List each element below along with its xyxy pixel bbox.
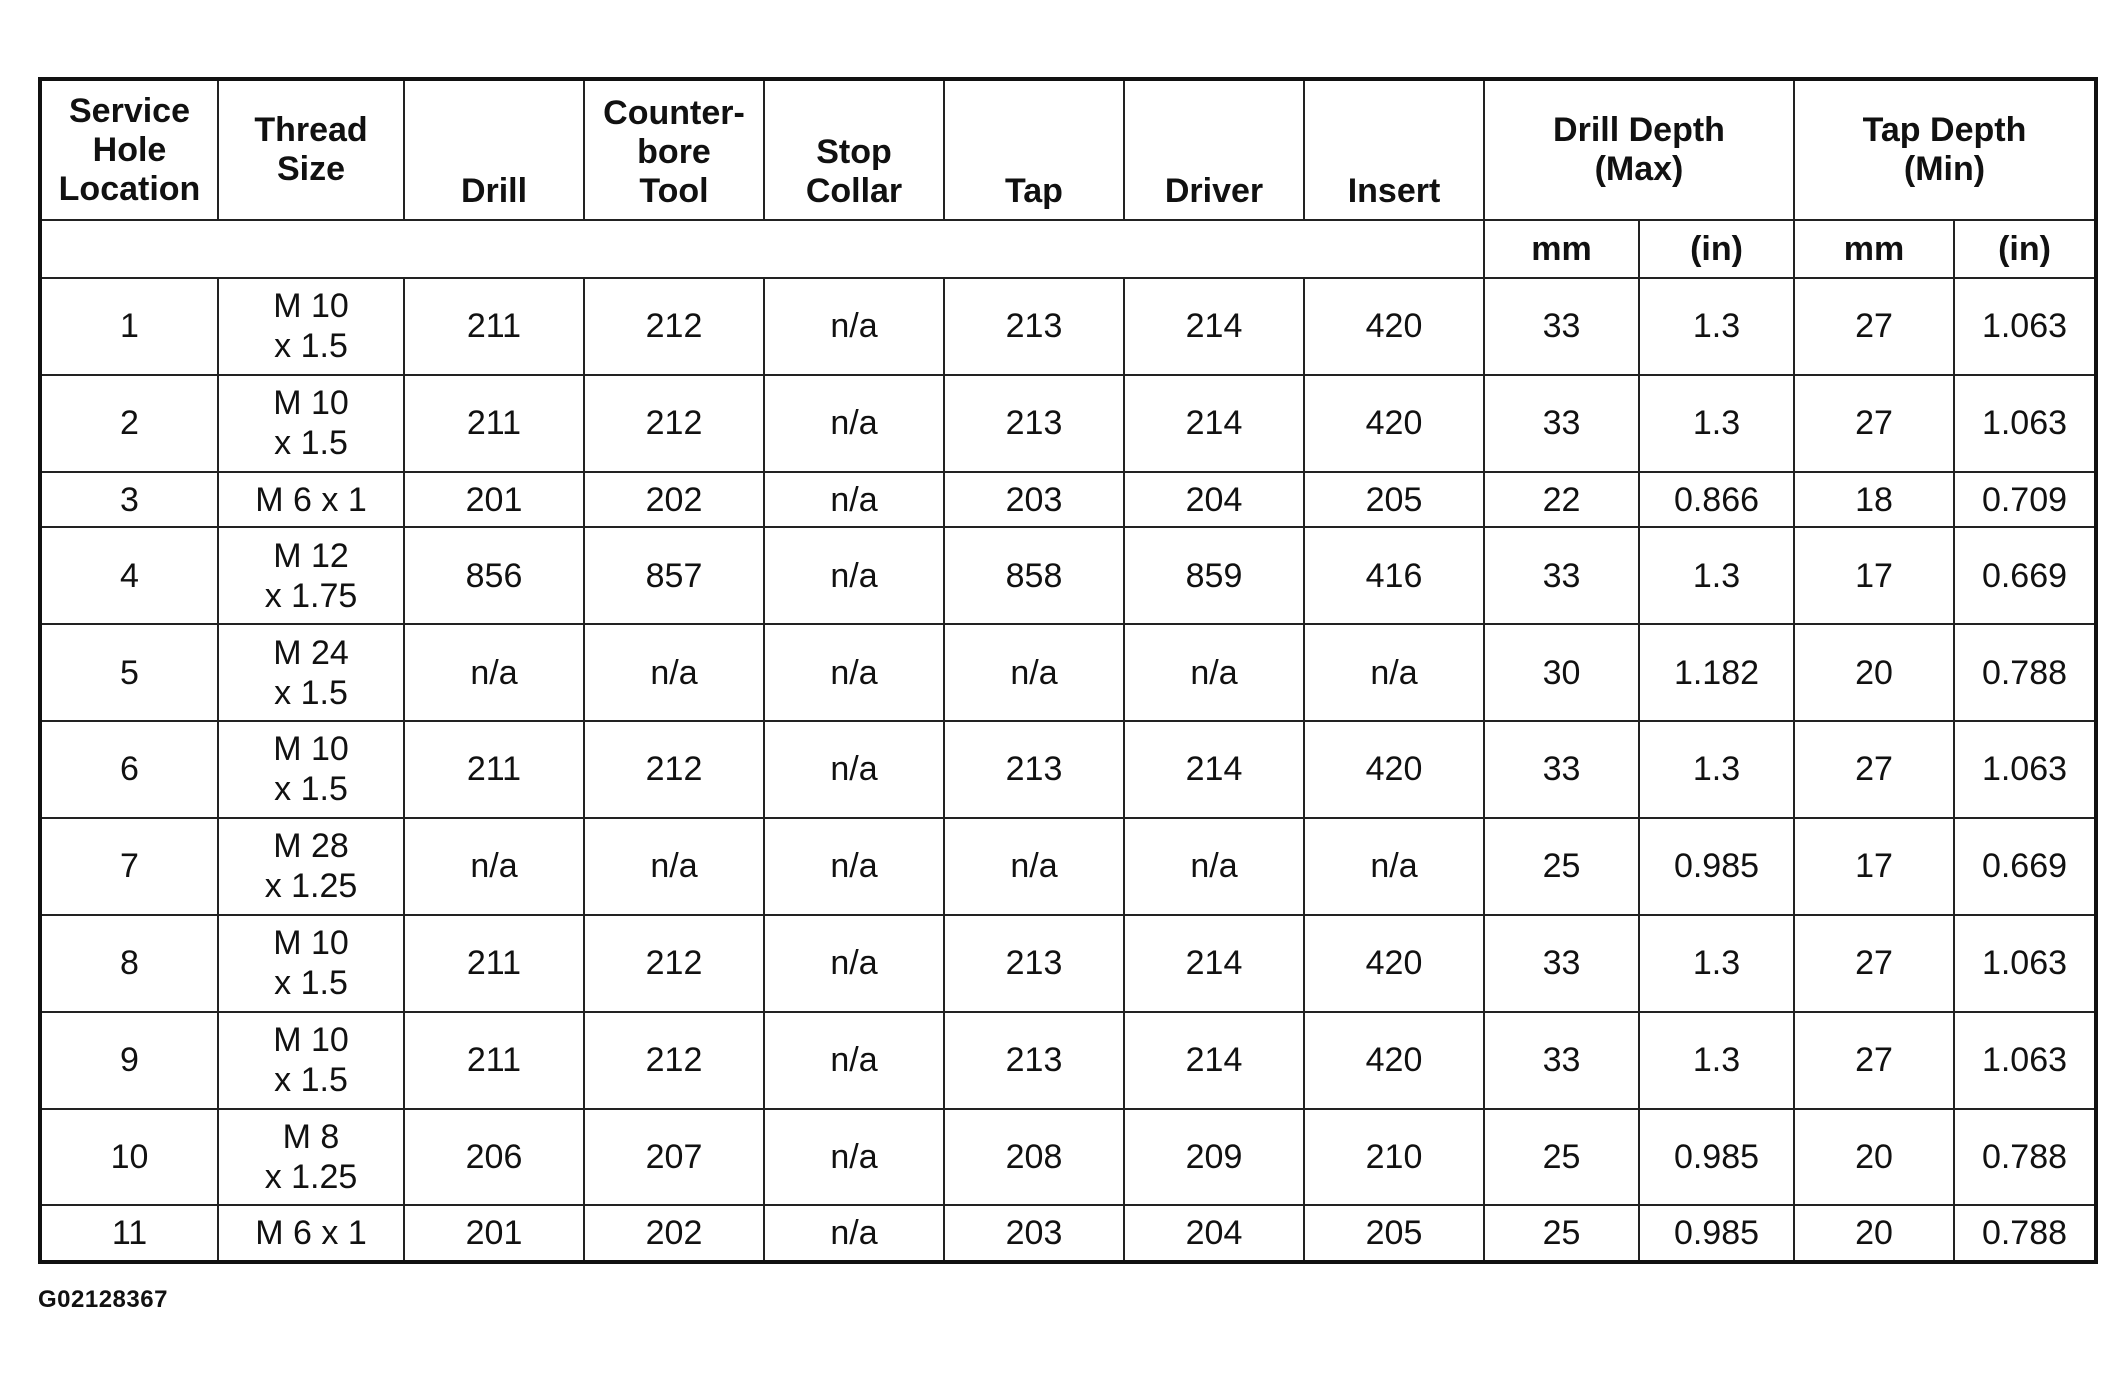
cell-tap-depth-mm: 27 [1794,278,1954,375]
table-row [40,624,2096,721]
cell-stop-collar: n/a [764,527,944,624]
cell-thread-size: M 8 x 1.25 [218,1109,404,1206]
cell-tap: n/a [944,624,1124,721]
header-thread-size: Thread Size [218,79,404,220]
cell-drill-depth-in: 1.182 [1639,624,1794,721]
header-row [40,79,2096,220]
cell-tap-depth-mm: 20 [1794,1109,1954,1206]
cell-drill: 211 [404,915,584,1012]
cell-location: 5 [40,624,218,721]
cell-drill: 211 [404,278,584,375]
table-row [40,818,2096,915]
cell-insert: n/a [1304,818,1484,915]
cell-stop-collar: n/a [764,721,944,818]
cell-tap-depth-in: 1.063 [1954,278,2096,375]
header-stop-collar: Stop Collar [764,79,944,220]
cell-stop-collar: n/a [764,915,944,1012]
table-row [40,1012,2096,1109]
cell-drill-depth-mm: 25 [1484,818,1639,915]
cell-insert: 420 [1304,375,1484,472]
cell-tap-depth-mm: 20 [1794,624,1954,721]
cell-driver: 214 [1124,375,1304,472]
cell-tap-depth-in: 1.063 [1954,375,2096,472]
cell-thread-size: M 24 x 1.5 [218,624,404,721]
cell-tap: 213 [944,278,1124,375]
unit-drill-in: (in) [1639,220,1794,278]
cell-drill-depth-in: 1.3 [1639,375,1794,472]
cell-drill-depth-in: 1.3 [1639,915,1794,1012]
cell-location: 10 [40,1109,218,1206]
cell-location: 1 [40,278,218,375]
cell-drill-depth-mm: 30 [1484,624,1639,721]
cell-drill-depth-in: 0.985 [1639,1205,1794,1262]
cell-counterbore: 212 [584,915,764,1012]
cell-drill: 211 [404,1012,584,1109]
table-row [40,527,2096,624]
cell-thread-size: M 10 x 1.5 [218,375,404,472]
cell-tap-depth-in: 1.063 [1954,915,2096,1012]
cell-drill: 201 [404,472,584,528]
cell-drill: 206 [404,1109,584,1206]
table-row [40,278,2096,375]
cell-drill-depth-mm: 22 [1484,472,1639,528]
cell-driver: 214 [1124,278,1304,375]
table-row [40,1205,2096,1262]
cell-tap: 213 [944,375,1124,472]
table-row [40,472,2096,528]
header-drill-depth: Drill Depth (Max) [1484,79,1794,220]
cell-counterbore: 212 [584,1012,764,1109]
cell-drill-depth-in: 1.3 [1639,1012,1794,1109]
cell-drill-depth-mm: 33 [1484,1012,1639,1109]
cell-drill-depth-mm: 33 [1484,527,1639,624]
unit-tap-mm: mm [1794,220,1954,278]
cell-driver: n/a [1124,624,1304,721]
cell-tap-depth-mm: 27 [1794,915,1954,1012]
cell-tap: 213 [944,1012,1124,1109]
cell-counterbore: n/a [584,818,764,915]
cell-location: 8 [40,915,218,1012]
cell-driver: 214 [1124,721,1304,818]
service-hole-spec-table [38,77,2098,1264]
units-row [40,220,2096,278]
cell-counterbore: 857 [584,527,764,624]
cell-tap: 213 [944,915,1124,1012]
cell-tap-depth-mm: 27 [1794,1012,1954,1109]
table-row [40,721,2096,818]
header-service-hole-location: Service Hole Location [40,79,218,220]
table-row [40,915,2096,1012]
cell-driver: n/a [1124,818,1304,915]
cell-driver: 209 [1124,1109,1304,1206]
cell-insert: 420 [1304,915,1484,1012]
cell-thread-size: M 6 x 1 [218,472,404,528]
table-body [40,278,2096,1262]
cell-stop-collar: n/a [764,375,944,472]
cell-counterbore: 212 [584,278,764,375]
cell-thread-size: M 10 x 1.5 [218,278,404,375]
cell-tap-depth-mm: 20 [1794,1205,1954,1262]
cell-drill-depth-in: 1.3 [1639,527,1794,624]
table-row [40,375,2096,472]
cell-insert: n/a [1304,624,1484,721]
cell-counterbore: 202 [584,472,764,528]
cell-counterbore: 207 [584,1109,764,1206]
cell-driver: 859 [1124,527,1304,624]
units-blank-cell [40,220,1484,278]
cell-driver: 204 [1124,472,1304,528]
cell-drill-depth-mm: 33 [1484,721,1639,818]
cell-insert: 416 [1304,527,1484,624]
cell-drill: 201 [404,1205,584,1262]
cell-tap: 203 [944,472,1124,528]
cell-location: 7 [40,818,218,915]
cell-location: 9 [40,1012,218,1109]
cell-drill: n/a [404,818,584,915]
cell-tap: 213 [944,721,1124,818]
cell-tap-depth-in: 0.669 [1954,527,2096,624]
cell-counterbore: 212 [584,375,764,472]
cell-tap: 203 [944,1205,1124,1262]
cell-tap-depth-in: 1.063 [1954,1012,2096,1109]
cell-insert: 420 [1304,278,1484,375]
cell-tap-depth-in: 1.063 [1954,721,2096,818]
cell-thread-size: M 10 x 1.5 [218,1012,404,1109]
unit-tap-in: (in) [1954,220,2096,278]
cell-tap-depth-mm: 17 [1794,818,1954,915]
cell-drill-depth-mm: 33 [1484,278,1639,375]
cell-tap-depth-mm: 27 [1794,721,1954,818]
cell-driver: 204 [1124,1205,1304,1262]
unit-drill-mm: mm [1484,220,1639,278]
cell-tap-depth-in: 0.709 [1954,472,2096,528]
cell-tap: 858 [944,527,1124,624]
cell-thread-size: M 28 x 1.25 [218,818,404,915]
cell-counterbore: 202 [584,1205,764,1262]
cell-drill: 211 [404,375,584,472]
cell-tap-depth-in: 0.788 [1954,1205,2096,1262]
cell-location: 6 [40,721,218,818]
cell-drill-depth-in: 0.985 [1639,1109,1794,1206]
cell-counterbore: 212 [584,721,764,818]
cell-tap-depth-in: 0.788 [1954,624,2096,721]
cell-thread-size: M 10 x 1.5 [218,721,404,818]
cell-tap-depth-mm: 27 [1794,375,1954,472]
cell-drill-depth-in: 0.985 [1639,818,1794,915]
cell-thread-size: M 6 x 1 [218,1205,404,1262]
header-driver: Driver [1124,79,1304,220]
header-tap: Tap [944,79,1124,220]
cell-insert: 205 [1304,472,1484,528]
cell-insert: 205 [1304,1205,1484,1262]
cell-location: 3 [40,472,218,528]
cell-insert: 210 [1304,1109,1484,1206]
cell-insert: 420 [1304,1012,1484,1109]
cell-location: 11 [40,1205,218,1262]
header-counterbore-tool: Counter- bore Tool [584,79,764,220]
cell-driver: 214 [1124,1012,1304,1109]
cell-stop-collar: n/a [764,1012,944,1109]
cell-stop-collar: n/a [764,472,944,528]
figure-id-label: G02128367 [38,1286,168,1313]
cell-stop-collar: n/a [764,624,944,721]
cell-thread-size: M 10 x 1.5 [218,915,404,1012]
cell-stop-collar: n/a [764,818,944,915]
cell-drill: n/a [404,624,584,721]
cell-drill-depth-in: 1.3 [1639,721,1794,818]
cell-driver: 214 [1124,915,1304,1012]
table-row [40,1109,2096,1206]
cell-tap: 208 [944,1109,1124,1206]
cell-tap-depth-in: 0.788 [1954,1109,2096,1206]
cell-drill-depth-in: 0.866 [1639,472,1794,528]
cell-tap: n/a [944,818,1124,915]
cell-drill-depth-mm: 25 [1484,1109,1639,1206]
cell-counterbore: n/a [584,624,764,721]
cell-drill-depth-mm: 25 [1484,1205,1639,1262]
header-insert: Insert [1304,79,1484,220]
cell-tap-depth-mm: 18 [1794,472,1954,528]
cell-tap-depth-mm: 17 [1794,527,1954,624]
cell-drill: 856 [404,527,584,624]
cell-drill: 211 [404,721,584,818]
header-drill: Drill [404,79,584,220]
cell-thread-size: M 12 x 1.75 [218,527,404,624]
cell-drill-depth-mm: 33 [1484,915,1639,1012]
cell-stop-collar: n/a [764,278,944,375]
cell-stop-collar: n/a [764,1109,944,1206]
cell-tap-depth-in: 0.669 [1954,818,2096,915]
cell-drill-depth-mm: 33 [1484,375,1639,472]
cell-location: 2 [40,375,218,472]
cell-insert: 420 [1304,721,1484,818]
header-tap-depth: Tap Depth (Min) [1794,79,2096,220]
cell-drill-depth-in: 1.3 [1639,278,1794,375]
cell-location: 4 [40,527,218,624]
cell-stop-collar: n/a [764,1205,944,1262]
